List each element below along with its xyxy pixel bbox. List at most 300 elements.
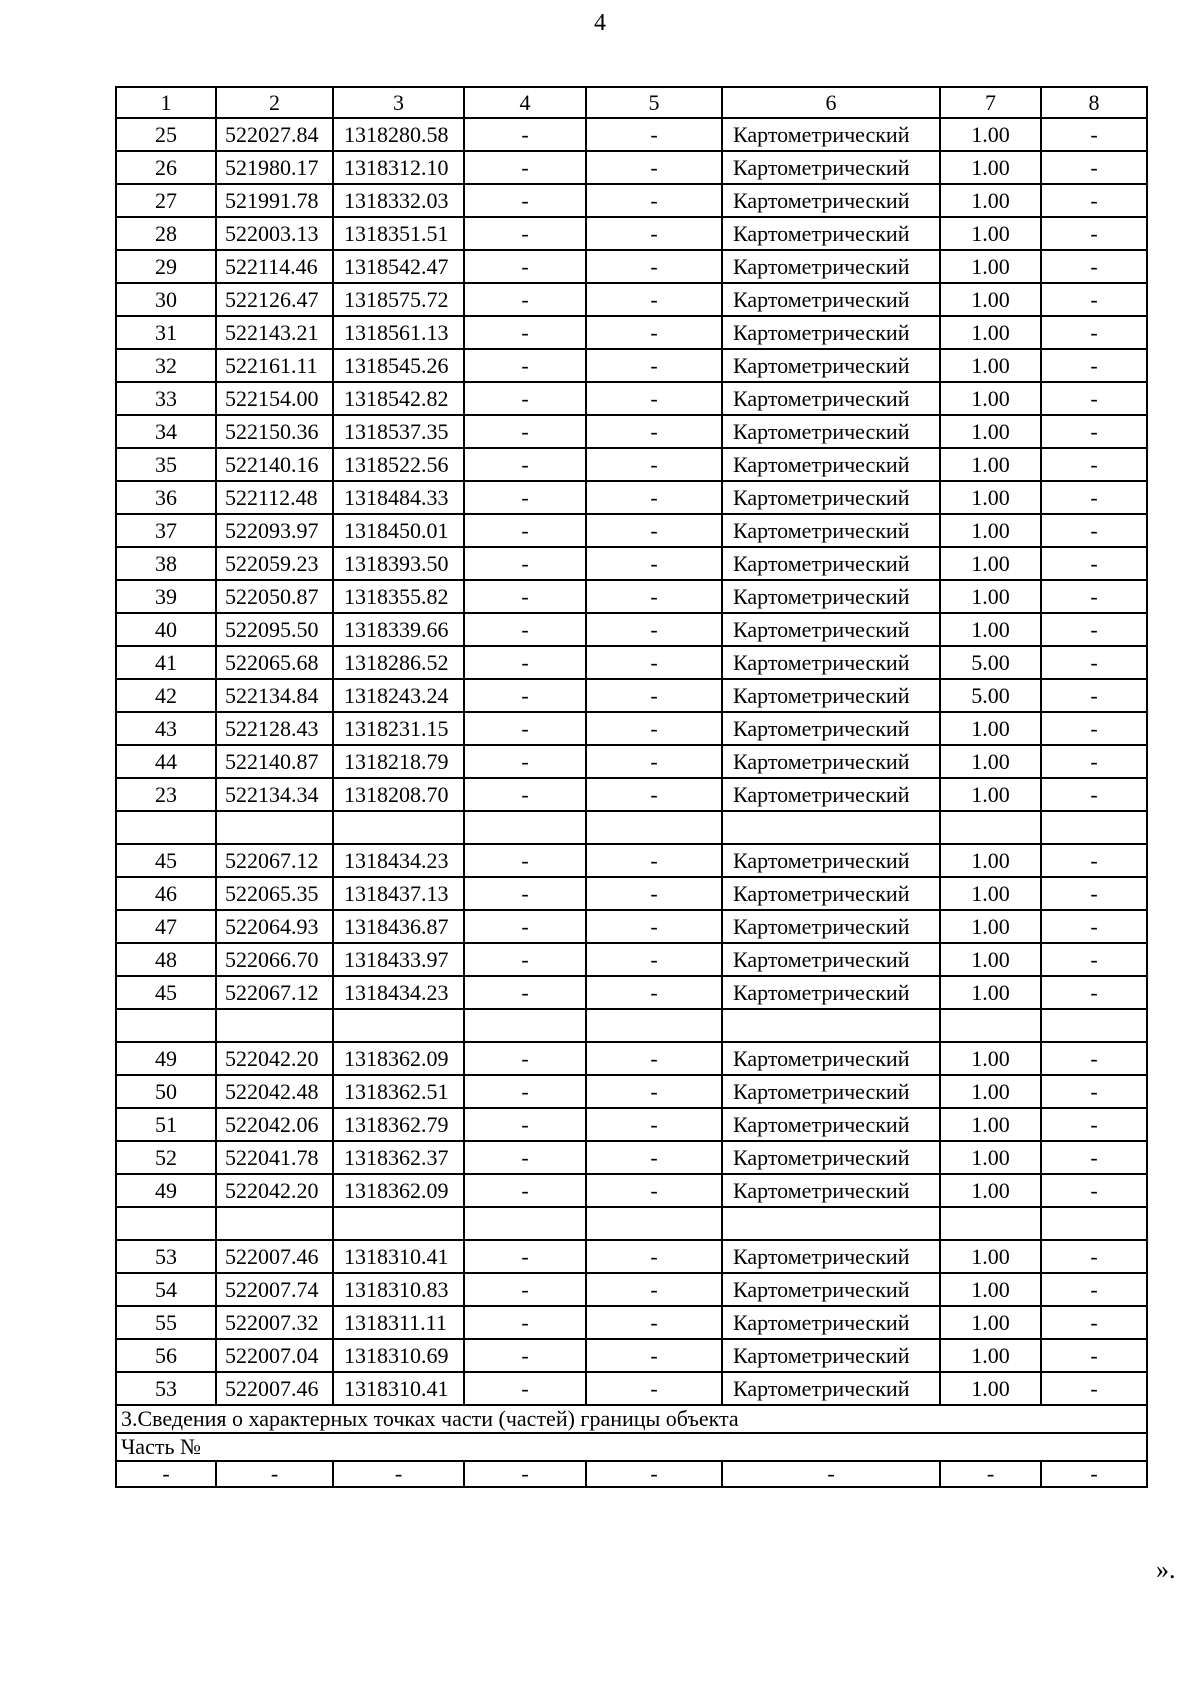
method-cell: Картометрический: [722, 118, 940, 151]
column-4-cell: -: [464, 943, 586, 976]
method-cell: Картометрический: [722, 316, 940, 349]
column-4-cell: -: [464, 382, 586, 415]
table-row: [116, 976, 1147, 1009]
method-cell: Картометрический: [722, 1075, 940, 1108]
column-4-cell: -: [464, 877, 586, 910]
method-cell: Картометрический: [722, 844, 940, 877]
x-coordinate-cell: 521991.78: [216, 184, 333, 217]
method-cell: Картометрический: [722, 1240, 940, 1273]
x-coordinate-cell: [216, 1009, 333, 1042]
dash-cell: -: [216, 1461, 333, 1487]
method-cell: Картометрический: [722, 1339, 940, 1372]
column-5-cell: -: [586, 910, 722, 943]
accuracy-cell: 1.00: [940, 1042, 1041, 1075]
column-header: 8: [1041, 87, 1147, 118]
x-coordinate-cell: 522064.93: [216, 910, 333, 943]
table-row: [116, 712, 1147, 745]
y-coordinate-cell: 1318231.15: [333, 712, 464, 745]
method-cell: Картометрический: [722, 481, 940, 514]
y-coordinate-cell: 1318218.79: [333, 745, 464, 778]
column-4-cell: -: [464, 250, 586, 283]
point-number-cell: 53: [116, 1372, 216, 1405]
column-8-cell: -: [1041, 382, 1147, 415]
column-5-cell: -: [586, 1240, 722, 1273]
x-coordinate-cell: 522066.70: [216, 943, 333, 976]
accuracy-cell: 1.00: [940, 382, 1041, 415]
column-8-cell: -: [1041, 415, 1147, 448]
column-4-cell: -: [464, 514, 586, 547]
column-8-cell: -: [1041, 481, 1147, 514]
point-number-cell: 56: [116, 1339, 216, 1372]
point-number-cell: 42: [116, 679, 216, 712]
accuracy-cell: 1.00: [940, 547, 1041, 580]
y-coordinate-cell: 1318484.33: [333, 481, 464, 514]
column-5-cell: -: [586, 1273, 722, 1306]
x-coordinate-cell: [216, 811, 333, 844]
column-4-cell: -: [464, 481, 586, 514]
x-coordinate-cell: 522050.87: [216, 580, 333, 613]
x-coordinate-cell: 522154.00: [216, 382, 333, 415]
x-coordinate-cell: 522065.68: [216, 646, 333, 679]
column-4-cell: [464, 1009, 586, 1042]
column-8-cell: -: [1041, 712, 1147, 745]
y-coordinate-cell: 1318286.52: [333, 646, 464, 679]
table-row: [116, 1273, 1147, 1306]
table-row: [116, 1339, 1147, 1372]
accuracy-cell: 1.00: [940, 613, 1041, 646]
section-title-row: [116, 1405, 1147, 1433]
y-coordinate-cell: 1318434.23: [333, 976, 464, 1009]
dash-cell: -: [116, 1461, 216, 1487]
column-5-cell: -: [586, 1108, 722, 1141]
accuracy-cell: 1.00: [940, 745, 1041, 778]
x-coordinate-cell: 522067.12: [216, 844, 333, 877]
column-4-cell: [464, 811, 586, 844]
accuracy-cell: 1.00: [940, 910, 1041, 943]
column-5-cell: -: [586, 943, 722, 976]
table-row: [116, 514, 1147, 547]
column-4-cell: -: [464, 1075, 586, 1108]
column-5-cell: -: [586, 415, 722, 448]
y-coordinate-cell: 1318332.03: [333, 184, 464, 217]
column-8-cell: -: [1041, 844, 1147, 877]
accuracy-cell: 1.00: [940, 877, 1041, 910]
method-cell: Картометрический: [722, 613, 940, 646]
table-row: [116, 844, 1147, 877]
column-8-cell: [1041, 811, 1147, 844]
column-5-cell: -: [586, 481, 722, 514]
column-4-cell: -: [464, 1174, 586, 1207]
point-number-cell: 38: [116, 547, 216, 580]
column-8-cell: -: [1041, 1042, 1147, 1075]
spacer-row: [116, 1009, 1147, 1042]
column-5-cell: -: [586, 745, 722, 778]
table-row: [116, 1174, 1147, 1207]
column-8-cell: -: [1041, 448, 1147, 481]
y-coordinate-cell: 1318434.23: [333, 844, 464, 877]
column-8-cell: -: [1041, 646, 1147, 679]
y-coordinate-cell: 1318362.09: [333, 1042, 464, 1075]
column-5-cell: -: [586, 1141, 722, 1174]
accuracy-cell: 1.00: [940, 349, 1041, 382]
table-row: [116, 646, 1147, 679]
column-4-cell: -: [464, 283, 586, 316]
accuracy-cell: 1.00: [940, 118, 1041, 151]
table-row: [116, 1075, 1147, 1108]
table-row: [116, 547, 1147, 580]
y-coordinate-cell: 1318545.26: [333, 349, 464, 382]
column-4-cell: -: [464, 844, 586, 877]
accuracy-cell: 1.00: [940, 481, 1041, 514]
column-4-cell: -: [464, 1372, 586, 1405]
accuracy-cell: 1.00: [940, 514, 1041, 547]
accuracy-cell: 1.00: [940, 151, 1041, 184]
method-cell: Картометрический: [722, 184, 940, 217]
x-coordinate-cell: 522007.32: [216, 1306, 333, 1339]
accuracy-cell: 1.00: [940, 250, 1041, 283]
x-coordinate-cell: 522007.74: [216, 1273, 333, 1306]
table-row: [116, 217, 1147, 250]
method-cell: Картометрический: [722, 250, 940, 283]
accuracy-cell: 1.00: [940, 1075, 1041, 1108]
empty-part-row: [116, 1461, 1147, 1487]
column-5-cell: -: [586, 1042, 722, 1075]
accuracy-cell: 1.00: [940, 1339, 1041, 1372]
y-coordinate-cell: 1318310.69: [333, 1339, 464, 1372]
coordinates-table: [115, 86, 1148, 1488]
column-8-cell: -: [1041, 613, 1147, 646]
point-number-cell: [116, 1207, 216, 1240]
column-5-cell: -: [586, 514, 722, 547]
y-coordinate-cell: 1318436.87: [333, 910, 464, 943]
section-title: 3.Сведения о характерных точках части (частей) границы объекта: [116, 1405, 1147, 1433]
column-8-cell: -: [1041, 283, 1147, 316]
column-5-cell: -: [586, 1372, 722, 1405]
x-coordinate-cell: 522041.78: [216, 1141, 333, 1174]
column-5-cell: -: [586, 217, 722, 250]
method-cell: Картометрический: [722, 415, 940, 448]
table-row: [116, 316, 1147, 349]
column-4-cell: -: [464, 1240, 586, 1273]
point-number-cell: 39: [116, 580, 216, 613]
column-header: 7: [940, 87, 1041, 118]
accuracy-cell: 1.00: [940, 184, 1041, 217]
point-number-cell: 28: [116, 217, 216, 250]
y-coordinate-cell: 1318362.79: [333, 1108, 464, 1141]
y-coordinate-cell: 1318208.70: [333, 778, 464, 811]
column-8-cell: -: [1041, 976, 1147, 1009]
column-4-cell: -: [464, 1108, 586, 1141]
accuracy-cell: 1.00: [940, 1141, 1041, 1174]
method-cell: Картометрический: [722, 1141, 940, 1174]
column-5-cell: -: [586, 1339, 722, 1372]
accuracy-cell: 1.00: [940, 976, 1041, 1009]
column-4-cell: -: [464, 745, 586, 778]
x-coordinate-cell: 522140.87: [216, 745, 333, 778]
point-number-cell: 46: [116, 877, 216, 910]
point-number-cell: 23: [116, 778, 216, 811]
column-8-cell: [1041, 1207, 1147, 1240]
x-coordinate-cell: 522093.97: [216, 514, 333, 547]
table-row: [116, 184, 1147, 217]
point-number-cell: 40: [116, 613, 216, 646]
x-coordinate-cell: 522067.12: [216, 976, 333, 1009]
method-cell: Картометрический: [722, 547, 940, 580]
table-row: [116, 1108, 1147, 1141]
spacer-row: [116, 811, 1147, 844]
table-row: [116, 415, 1147, 448]
point-number-cell: 25: [116, 118, 216, 151]
method-cell: Картометрический: [722, 910, 940, 943]
table-row: [116, 151, 1147, 184]
column-4-cell: -: [464, 1273, 586, 1306]
column-8-cell: -: [1041, 1306, 1147, 1339]
y-coordinate-cell: 1318243.24: [333, 679, 464, 712]
x-coordinate-cell: 522095.50: [216, 613, 333, 646]
x-coordinate-cell: 522042.06: [216, 1108, 333, 1141]
method-cell: Картометрический: [722, 1273, 940, 1306]
x-coordinate-cell: 522007.46: [216, 1240, 333, 1273]
method-cell: Картометрический: [722, 778, 940, 811]
y-coordinate-cell: 1318433.97: [333, 943, 464, 976]
column-5-cell: -: [586, 712, 722, 745]
dash-cell: -: [464, 1461, 586, 1487]
column-5-cell: -: [586, 1174, 722, 1207]
column-5-cell: -: [586, 382, 722, 415]
column-4-cell: -: [464, 910, 586, 943]
column-8-cell: -: [1041, 1339, 1147, 1372]
method-cell: Картометрический: [722, 1174, 940, 1207]
table-row: [116, 1240, 1147, 1273]
accuracy-cell: 1.00: [940, 217, 1041, 250]
column-4-cell: -: [464, 646, 586, 679]
column-4-cell: -: [464, 679, 586, 712]
column-5-cell: -: [586, 448, 722, 481]
accuracy-cell: 1.00: [940, 1306, 1041, 1339]
column-header: 1: [116, 87, 216, 118]
method-cell: Картометрический: [722, 283, 940, 316]
y-coordinate-cell: 1318393.50: [333, 547, 464, 580]
accuracy-cell: 5.00: [940, 646, 1041, 679]
column-5-cell: -: [586, 349, 722, 382]
x-coordinate-cell: 522059.23: [216, 547, 333, 580]
accuracy-cell: 1.00: [940, 580, 1041, 613]
method-cell: Картометрический: [722, 382, 940, 415]
column-8-cell: -: [1041, 316, 1147, 349]
table-row: [116, 1306, 1147, 1339]
x-coordinate-cell: 522134.84: [216, 679, 333, 712]
point-number-cell: 44: [116, 745, 216, 778]
x-coordinate-cell: 522126.47: [216, 283, 333, 316]
column-8-cell: -: [1041, 1174, 1147, 1207]
column-8-cell: -: [1041, 778, 1147, 811]
column-4-cell: -: [464, 184, 586, 217]
y-coordinate-cell: 1318312.10: [333, 151, 464, 184]
dash-cell: -: [1041, 1461, 1147, 1487]
x-coordinate-cell: 522042.48: [216, 1075, 333, 1108]
accuracy-cell: 1.00: [940, 1372, 1041, 1405]
column-8-cell: -: [1041, 514, 1147, 547]
point-number-cell: 34: [116, 415, 216, 448]
x-coordinate-cell: 522128.43: [216, 712, 333, 745]
accuracy-cell: [940, 1207, 1041, 1240]
header-row: [116, 87, 1147, 118]
column-4-cell: -: [464, 547, 586, 580]
column-4-cell: -: [464, 712, 586, 745]
point-number-cell: 29: [116, 250, 216, 283]
method-cell: Картометрический: [722, 1372, 940, 1405]
y-coordinate-cell: [333, 1207, 464, 1240]
column-5-cell: -: [586, 778, 722, 811]
x-coordinate-cell: 522140.16: [216, 448, 333, 481]
table-row: [116, 580, 1147, 613]
x-coordinate-cell: 522027.84: [216, 118, 333, 151]
method-cell: Картометрический: [722, 1108, 940, 1141]
column-5-cell: -: [586, 250, 722, 283]
column-4-cell: [464, 1207, 586, 1240]
dash-cell: -: [333, 1461, 464, 1487]
x-coordinate-cell: 521980.17: [216, 151, 333, 184]
table-row: [116, 778, 1147, 811]
table-row: [116, 679, 1147, 712]
page-number: 4: [594, 10, 606, 36]
column-4-cell: -: [464, 316, 586, 349]
point-number-cell: 45: [116, 976, 216, 1009]
column-header: 6: [722, 87, 940, 118]
column-header: 5: [586, 87, 722, 118]
x-coordinate-cell: 522042.20: [216, 1174, 333, 1207]
column-8-cell: -: [1041, 1240, 1147, 1273]
accuracy-cell: 1.00: [940, 1174, 1041, 1207]
x-coordinate-cell: 522114.46: [216, 250, 333, 283]
point-number-cell: 37: [116, 514, 216, 547]
column-5-cell: -: [586, 613, 722, 646]
point-number-cell: 54: [116, 1273, 216, 1306]
method-cell: [722, 1009, 940, 1042]
y-coordinate-cell: 1318351.51: [333, 217, 464, 250]
accuracy-cell: 1.00: [940, 1273, 1041, 1306]
y-coordinate-cell: 1318362.09: [333, 1174, 464, 1207]
table-row: [116, 745, 1147, 778]
table-row: [116, 118, 1147, 151]
column-5-cell: -: [586, 184, 722, 217]
x-coordinate-cell: 522065.35: [216, 877, 333, 910]
column-5-cell: -: [586, 547, 722, 580]
table-row: [116, 481, 1147, 514]
column-4-cell: -: [464, 415, 586, 448]
method-cell: Картометрический: [722, 1306, 940, 1339]
point-number-cell: 53: [116, 1240, 216, 1273]
column-8-cell: -: [1041, 943, 1147, 976]
column-5-cell: -: [586, 1075, 722, 1108]
column-5-cell: [586, 1009, 722, 1042]
column-4-cell: -: [464, 151, 586, 184]
point-number-cell: 30: [116, 283, 216, 316]
accuracy-cell: [940, 811, 1041, 844]
point-number-cell: 49: [116, 1042, 216, 1075]
column-8-cell: -: [1041, 151, 1147, 184]
point-number-cell: 47: [116, 910, 216, 943]
part-label-row: [116, 1433, 1147, 1461]
y-coordinate-cell: 1318280.58: [333, 118, 464, 151]
table-row: [116, 1042, 1147, 1075]
method-cell: [722, 1207, 940, 1240]
point-number-cell: 41: [116, 646, 216, 679]
dash-cell: -: [722, 1461, 940, 1487]
column-8-cell: -: [1041, 217, 1147, 250]
table-row: [116, 943, 1147, 976]
y-coordinate-cell: 1318437.13: [333, 877, 464, 910]
point-number-cell: 55: [116, 1306, 216, 1339]
table-row: [116, 877, 1147, 910]
table-row: [116, 349, 1147, 382]
point-number-cell: 48: [116, 943, 216, 976]
point-number-cell: [116, 811, 216, 844]
table-row: [116, 382, 1147, 415]
point-number-cell: [116, 1009, 216, 1042]
x-coordinate-cell: 522042.20: [216, 1042, 333, 1075]
closing-quote-mark: ».: [1156, 1555, 1176, 1584]
column-4-cell: -: [464, 580, 586, 613]
method-cell: Картометрический: [722, 580, 940, 613]
point-number-cell: 32: [116, 349, 216, 382]
column-5-cell: -: [586, 316, 722, 349]
y-coordinate-cell: 1318311.11: [333, 1306, 464, 1339]
column-4-cell: -: [464, 778, 586, 811]
column-5-cell: -: [586, 118, 722, 151]
column-4-cell: -: [464, 118, 586, 151]
column-8-cell: -: [1041, 1075, 1147, 1108]
column-5-cell: -: [586, 844, 722, 877]
y-coordinate-cell: 1318542.47: [333, 250, 464, 283]
method-cell: Картометрический: [722, 877, 940, 910]
y-coordinate-cell: 1318561.13: [333, 316, 464, 349]
column-5-cell: -: [586, 679, 722, 712]
column-5-cell: [586, 811, 722, 844]
table-row: [116, 1372, 1147, 1405]
spacer-row: [116, 1207, 1147, 1240]
x-coordinate-cell: 522134.34: [216, 778, 333, 811]
column-8-cell: -: [1041, 1273, 1147, 1306]
accuracy-cell: 1.00: [940, 316, 1041, 349]
column-8-cell: -: [1041, 745, 1147, 778]
y-coordinate-cell: 1318310.41: [333, 1240, 464, 1273]
x-coordinate-cell: 522112.48: [216, 481, 333, 514]
column-5-cell: [586, 1207, 722, 1240]
accuracy-cell: 1.00: [940, 778, 1041, 811]
accuracy-cell: 1.00: [940, 283, 1041, 316]
column-header: 3: [333, 87, 464, 118]
dash-cell: -: [940, 1461, 1041, 1487]
method-cell: Картометрический: [722, 448, 940, 481]
column-8-cell: -: [1041, 349, 1147, 382]
method-cell: Картометрический: [722, 1042, 940, 1075]
point-number-cell: 36: [116, 481, 216, 514]
column-5-cell: -: [586, 646, 722, 679]
column-5-cell: -: [586, 283, 722, 316]
point-number-cell: 33: [116, 382, 216, 415]
accuracy-cell: 1.00: [940, 1240, 1041, 1273]
column-8-cell: -: [1041, 679, 1147, 712]
column-4-cell: -: [464, 1306, 586, 1339]
point-number-cell: 50: [116, 1075, 216, 1108]
table-row: [116, 910, 1147, 943]
y-coordinate-cell: 1318537.35: [333, 415, 464, 448]
point-number-cell: 27: [116, 184, 216, 217]
y-coordinate-cell: 1318355.82: [333, 580, 464, 613]
y-coordinate-cell: 1318522.56: [333, 448, 464, 481]
x-coordinate-cell: 522150.36: [216, 415, 333, 448]
